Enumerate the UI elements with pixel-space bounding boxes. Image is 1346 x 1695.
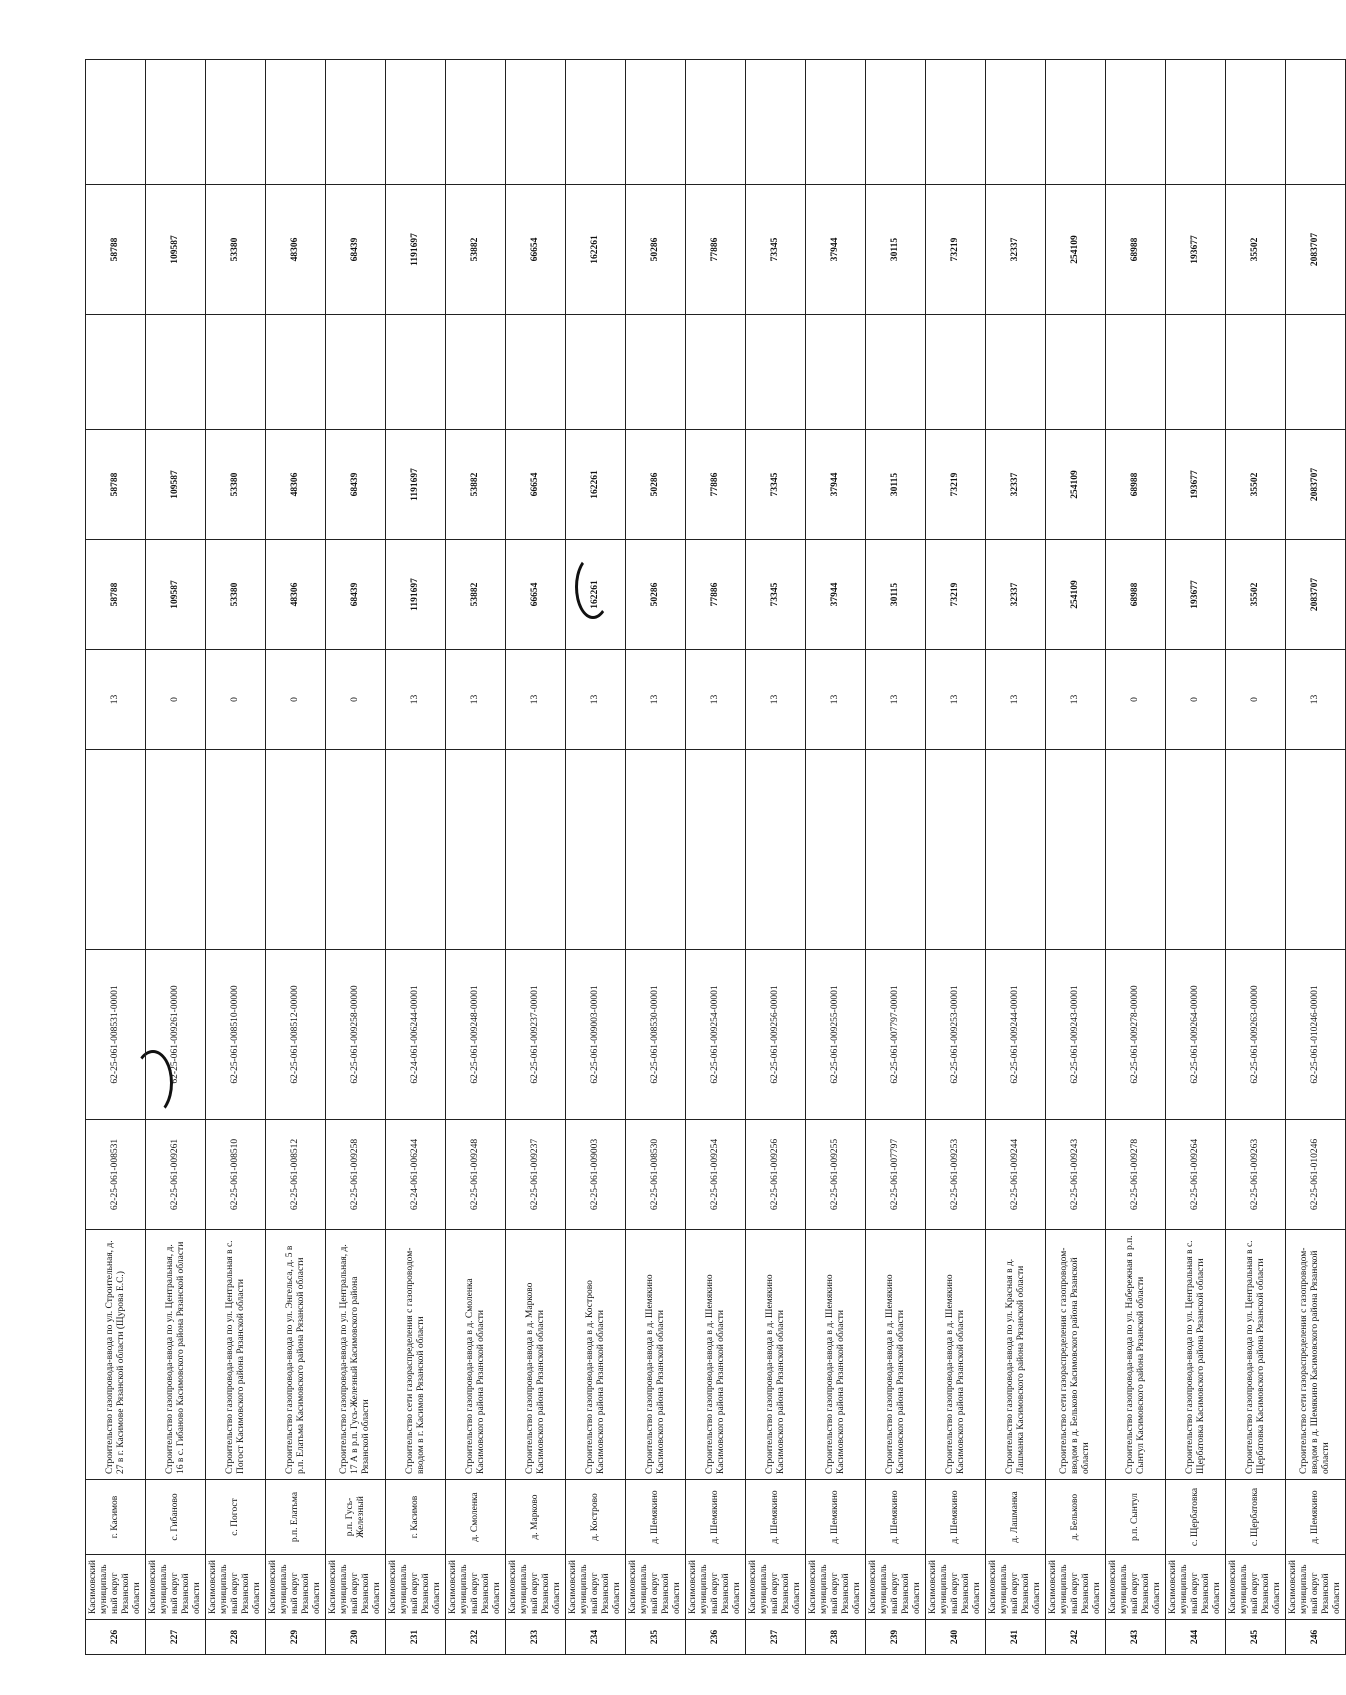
value-cell: 35502 — [1226, 540, 1286, 650]
value-cell — [206, 315, 266, 430]
empty-cell — [386, 750, 446, 950]
data-table — [85, 59, 1346, 1655]
object-id-cell: 62-25-061-009261 — [146, 1120, 206, 1230]
value-cell: 68988 — [1106, 430, 1166, 540]
municipality-cell: Касимовский муниципальный округ Рязанской области — [626, 1555, 686, 1620]
value-cell: 109587 — [146, 540, 206, 650]
value-cell: 58788 — [86, 430, 146, 540]
municipality-cell: Касимовский муниципальный округ Рязанской области — [326, 1555, 386, 1620]
value-cell — [86, 315, 146, 430]
object-id-cell: 62-25-061-010246 — [1286, 1120, 1346, 1230]
object-subid-cell: 62-25-061-009255-00001 — [806, 950, 866, 1120]
row-number-cell: 228 — [206, 1620, 266, 1655]
object-subid-cell: 62-25-061-008530-00001 — [626, 950, 686, 1120]
settlement-cell: с. Щербатовка — [1166, 1480, 1226, 1555]
municipality-cell: Касимовский муниципальный округ Рязанской области — [566, 1555, 626, 1620]
row-number-cell: 246 — [1286, 1620, 1346, 1655]
municipality-cell: Касимовский муниципальный округ Рязанской области — [146, 1555, 206, 1620]
value-cell — [386, 315, 446, 430]
object-id-cell: 62-25-061-009278 — [1106, 1120, 1166, 1230]
value-cell: 68988 — [1106, 540, 1166, 650]
empty-cell — [1166, 60, 1226, 185]
value-cell — [1166, 315, 1226, 430]
settlement-cell: д. Шемякино — [626, 1480, 686, 1555]
table-row — [986, 60, 1046, 1655]
value-cell: 73345 — [746, 540, 806, 650]
object-id-cell: 62-25-061-009254 — [686, 1120, 746, 1230]
table-row — [266, 60, 326, 1655]
empty-cell — [806, 750, 866, 950]
object-id-cell: 62-25-061-009255 — [806, 1120, 866, 1230]
table-row — [1226, 60, 1286, 1655]
empty-cell — [1106, 60, 1166, 185]
code-cell: 0 — [326, 650, 386, 750]
value-cell: 66654 — [506, 540, 566, 650]
municipality-cell: Касимовский муниципальный округ Рязанской области — [686, 1555, 746, 1620]
municipality-cell: Касимовский муниципальный округ Рязанской области — [986, 1555, 1046, 1620]
row-number-cell: 234 — [566, 1620, 626, 1655]
table-row — [446, 60, 506, 1655]
empty-cell — [686, 60, 746, 185]
code-cell: 13 — [866, 650, 926, 750]
empty-cell — [446, 750, 506, 950]
empty-cell — [326, 750, 386, 950]
description-cell: Строительство газопровода-ввода в д. Шемякино Касимовского района Рязанской области — [806, 1230, 866, 1480]
empty-cell — [266, 60, 326, 185]
empty-cell — [866, 60, 926, 185]
empty-cell — [1286, 750, 1346, 950]
value-cell: 30115 — [866, 185, 926, 315]
table-row — [506, 60, 566, 1655]
empty-cell — [1166, 750, 1226, 950]
empty-cell — [806, 60, 866, 185]
object-id-cell: 62-25-061-007797 — [866, 1120, 926, 1230]
settlement-cell: д. Шемякино — [806, 1480, 866, 1555]
empty-cell — [746, 750, 806, 950]
object-subid-cell: 62-25-061-009258-00000 — [326, 950, 386, 1120]
object-id-cell: 62-25-061-009237 — [506, 1120, 566, 1230]
value-cell: 68439 — [326, 185, 386, 315]
object-id-cell: 62-25-061-009248 — [446, 1120, 506, 1230]
table-row — [626, 60, 686, 1655]
value-cell: 58788 — [86, 185, 146, 315]
settlement-cell: д. Бельково — [1046, 1480, 1106, 1555]
settlement-cell: г. Касимов — [86, 1480, 146, 1555]
table-row — [326, 60, 386, 1655]
municipality-cell: Касимовский муниципальный округ Рязанской области — [506, 1555, 566, 1620]
value-cell — [146, 315, 206, 430]
value-cell: 2083707 — [1286, 430, 1346, 540]
empty-cell — [626, 750, 686, 950]
table-row — [1106, 60, 1166, 1655]
code-cell: 0 — [1226, 650, 1286, 750]
empty-cell — [926, 750, 986, 950]
value-cell — [746, 315, 806, 430]
value-cell: 193677 — [1166, 185, 1226, 315]
table-body — [86, 60, 1346, 1655]
municipality-cell: Касимовский муниципальный округ Рязанской области — [86, 1555, 146, 1620]
row-number-cell: 243 — [1106, 1620, 1166, 1655]
value-cell — [626, 315, 686, 430]
value-cell: 68439 — [326, 540, 386, 650]
value-cell: 37944 — [806, 185, 866, 315]
value-cell — [506, 315, 566, 430]
value-cell: 37944 — [806, 430, 866, 540]
code-cell: 0 — [1106, 650, 1166, 750]
settlement-cell: д. Лашманка — [986, 1480, 1046, 1555]
value-cell: 73345 — [746, 430, 806, 540]
value-cell: 68439 — [326, 430, 386, 540]
municipality-cell: Касимовский муниципальный округ Рязанской области — [1166, 1555, 1226, 1620]
description-cell: Строительство газопровода-ввода в д. Шемякино Касимовского района Рязанской области — [626, 1230, 686, 1480]
settlement-cell: с. Гибаново — [146, 1480, 206, 1555]
empty-cell — [446, 60, 506, 185]
code-cell: 13 — [506, 650, 566, 750]
municipality-cell: Касимовский муниципальный округ Рязанской области — [806, 1555, 866, 1620]
settlement-cell: г. Касимов — [386, 1480, 446, 1555]
object-id-cell: 62-25-061-009244 — [986, 1120, 1046, 1230]
table-row — [386, 60, 446, 1655]
settlement-cell: д. Шемякино — [746, 1480, 806, 1555]
value-cell: 48306 — [266, 185, 326, 315]
code-cell: 13 — [686, 650, 746, 750]
object-id-cell: 62-25-061-008531 — [86, 1120, 146, 1230]
municipality-cell: Касимовский муниципальный округ Рязанской области — [926, 1555, 986, 1620]
table-row — [1046, 60, 1106, 1655]
value-cell: 109587 — [146, 185, 206, 315]
value-cell — [326, 315, 386, 430]
table-row — [746, 60, 806, 1655]
value-cell: 32337 — [986, 540, 1046, 650]
empty-cell — [686, 750, 746, 950]
object-id-cell: 62-25-061-009253 — [926, 1120, 986, 1230]
value-cell — [1106, 315, 1166, 430]
object-id-cell: 62-25-061-008510 — [206, 1120, 266, 1230]
object-id-cell: 62-25-061-009263 — [1226, 1120, 1286, 1230]
row-number-cell: 242 — [1046, 1620, 1106, 1655]
table-row — [806, 60, 866, 1655]
object-subid-cell: 62-25-061-009248-00001 — [446, 950, 506, 1120]
value-cell: 162261 — [566, 540, 626, 650]
value-cell: 109587 — [146, 430, 206, 540]
settlement-cell: д. Шемякино — [686, 1480, 746, 1555]
empty-cell — [146, 750, 206, 950]
empty-cell — [206, 60, 266, 185]
object-id-cell: 62-25-061-009243 — [1046, 1120, 1106, 1230]
value-cell: 1191697 — [386, 540, 446, 650]
empty-cell — [386, 60, 446, 185]
row-number-cell: 239 — [866, 1620, 926, 1655]
empty-cell — [1226, 750, 1286, 950]
row-number-cell: 235 — [626, 1620, 686, 1655]
object-subid-cell: 62-25-061-009244-00001 — [986, 950, 1046, 1120]
object-subid-cell: 62-25-061-009243-00001 — [1046, 950, 1106, 1120]
table-row — [1166, 60, 1226, 1655]
value-cell: 68988 — [1106, 185, 1166, 315]
row-number-cell: 230 — [326, 1620, 386, 1655]
object-subid-cell: 62-25-061-009253-00001 — [926, 950, 986, 1120]
rotated-table-wrapper — [85, 60, 1342, 1655]
settlement-cell: д. Марково — [506, 1480, 566, 1555]
settlement-cell: с. Щербатовка — [1226, 1480, 1286, 1555]
row-number-cell: 233 — [506, 1620, 566, 1655]
object-subid-cell: 62-25-061-009278-00000 — [1106, 950, 1166, 1120]
description-cell: Строительство газопровода-ввода в д. Смоленка Касимовского района Рязанской области — [446, 1230, 506, 1480]
description-cell: Строительство газопровода-ввода по ул. Красная в д. Лашманка Касимовского района Рязанской области — [986, 1230, 1046, 1480]
code-cell: 13 — [566, 650, 626, 750]
table-row — [1286, 60, 1346, 1655]
value-cell: 37944 — [806, 540, 866, 650]
code-cell: 13 — [86, 650, 146, 750]
row-number-cell: 236 — [686, 1620, 746, 1655]
row-number-cell: 227 — [146, 1620, 206, 1655]
code-cell: 13 — [386, 650, 446, 750]
municipality-cell: Касимовский муниципальный округ Рязанской области — [1226, 1555, 1286, 1620]
description-cell: Строительство газопровода-ввода в д. Шемякино Касимовского района Рязанской области — [926, 1230, 986, 1480]
empty-cell — [746, 60, 806, 185]
code-cell: 13 — [806, 650, 866, 750]
empty-cell — [1046, 750, 1106, 950]
object-id-cell: 62-25-061-009258 — [326, 1120, 386, 1230]
value-cell: 2083707 — [1286, 540, 1346, 650]
value-cell: 77886 — [686, 430, 746, 540]
object-subid-cell: 62-25-061-009254-00001 — [686, 950, 746, 1120]
row-number-cell: 232 — [446, 1620, 506, 1655]
municipality-cell: Касимовский муниципальный округ Рязанской области — [446, 1555, 506, 1620]
value-cell: 48306 — [266, 430, 326, 540]
settlement-cell: с. Погост — [206, 1480, 266, 1555]
table-row — [206, 60, 266, 1655]
municipality-cell: Касимовский муниципальный округ Рязанской области — [1286, 1555, 1346, 1620]
row-number-cell: 226 — [86, 1620, 146, 1655]
value-cell — [926, 315, 986, 430]
object-id-cell: 62-24-061-006244 — [386, 1120, 446, 1230]
table-row — [686, 60, 746, 1655]
empty-cell — [1046, 60, 1106, 185]
settlement-cell: д. Смоленка — [446, 1480, 506, 1555]
object-subid-cell: 62-25-061-008531-00001 — [86, 950, 146, 1120]
description-cell: Строительство сети газораспределения с газопроводом-вводом в д. Бельково Касимовского района Рязанской области — [1046, 1230, 1106, 1480]
code-cell: 13 — [626, 650, 686, 750]
value-cell: 53882 — [446, 540, 506, 650]
municipality-cell: Касимовский муниципальный округ Рязанской области — [866, 1555, 926, 1620]
value-cell: 53882 — [446, 430, 506, 540]
description-cell: Строительство газопровода-ввода в д. Шемякино Касимовского района Рязанской области — [686, 1230, 746, 1480]
description-cell: Строительство газопровода-ввода в д. Кострово Касимовского района Рязанской области — [566, 1230, 626, 1480]
object-subid-cell: 62-25-061-009003-00001 — [566, 950, 626, 1120]
code-cell: 13 — [746, 650, 806, 750]
code-cell: 13 — [446, 650, 506, 750]
code-cell: 13 — [926, 650, 986, 750]
row-number-cell: 241 — [986, 1620, 1046, 1655]
empty-cell — [86, 60, 146, 185]
object-id-cell: 62-25-061-009003 — [566, 1120, 626, 1230]
code-cell: 13 — [1046, 650, 1106, 750]
value-cell: 73219 — [926, 430, 986, 540]
empty-cell — [86, 750, 146, 950]
object-subid-cell: 62-25-061-010246-00001 — [1286, 950, 1346, 1120]
description-cell: Строительство газопровода-ввода по ул. Центральная в с. Щербатовка Касимовского района Рязанской области — [1226, 1230, 1286, 1480]
municipality-cell: Касимовский муниципальный округ Рязанской области — [266, 1555, 326, 1620]
value-cell: 50286 — [626, 540, 686, 650]
value-cell: 77886 — [686, 185, 746, 315]
empty-cell — [1286, 60, 1346, 185]
row-number-cell: 231 — [386, 1620, 446, 1655]
value-cell: 53882 — [446, 185, 506, 315]
settlement-cell: д. Кострово — [566, 1480, 626, 1555]
description-cell: Строительство газопровода-ввода по ул. Центральная, д. 16 в с. Гибаново Касимовского района Рязанской области — [146, 1230, 206, 1480]
object-id-cell: 62-25-061-008530 — [626, 1120, 686, 1230]
value-cell: 162261 — [566, 185, 626, 315]
value-cell — [986, 315, 1046, 430]
description-cell: Строительство газопровода-ввода по ул. Набережная в р.п. Сынтул Касимовского района Рязанской области — [1106, 1230, 1166, 1480]
object-subid-cell: 62-25-061-009256-00001 — [746, 950, 806, 1120]
settlement-cell: д. Шемякино — [866, 1480, 926, 1555]
empty-cell — [566, 750, 626, 950]
value-cell: 30115 — [866, 540, 926, 650]
value-cell: 73345 — [746, 185, 806, 315]
description-cell: Строительство газопровода-ввода по ул. Центральная в с. Погост Касимовского района Рязанской области — [206, 1230, 266, 1480]
settlement-cell: р.п. Сынтул — [1106, 1480, 1166, 1555]
value-cell — [806, 315, 866, 430]
description-cell: Строительство газопровода-ввода в д. Марково Касимовского района Рязанской области — [506, 1230, 566, 1480]
row-number-cell: 237 — [746, 1620, 806, 1655]
value-cell: 66654 — [506, 185, 566, 315]
value-cell: 53380 — [206, 540, 266, 650]
value-cell: 73219 — [926, 185, 986, 315]
empty-cell — [866, 750, 926, 950]
object-id-cell: 62-25-061-008512 — [266, 1120, 326, 1230]
value-cell: 32337 — [986, 185, 1046, 315]
value-cell: 1191697 — [386, 430, 446, 540]
value-cell: 254109 — [1046, 430, 1106, 540]
value-cell: 2083707 — [1286, 185, 1346, 315]
value-cell — [1286, 315, 1346, 430]
empty-cell — [506, 60, 566, 185]
description-cell: Строительство газопровода-ввода по ул. Энгельса, д. 5 в р.п. Елатьма Касимовского района Рязанской области — [266, 1230, 326, 1480]
value-cell: 193677 — [1166, 430, 1226, 540]
value-cell: 53380 — [206, 430, 266, 540]
empty-cell — [1106, 750, 1166, 950]
value-cell: 254109 — [1046, 185, 1106, 315]
empty-cell — [266, 750, 326, 950]
object-subid-cell: 62-25-061-009264-00000 — [1166, 950, 1226, 1120]
table-row — [866, 60, 926, 1655]
value-cell: 53380 — [206, 185, 266, 315]
value-cell — [566, 315, 626, 430]
settlement-cell: д. Шемякино — [1286, 1480, 1346, 1555]
object-subid-cell: 62-25-061-008512-00000 — [266, 950, 326, 1120]
description-cell: Строительство газопровода-ввода по ул. Строительная, д. 27 в г. Касимове Рязанской области (Щурова Е.С.) — [86, 1230, 146, 1480]
description-cell: Строительство сети газораспределения с газопроводом-вводом в г. Касимов Рязанской области — [386, 1230, 446, 1480]
value-cell: 193677 — [1166, 540, 1226, 650]
value-cell — [446, 315, 506, 430]
value-cell: 32337 — [986, 430, 1046, 540]
code-cell: 0 — [1166, 650, 1226, 750]
value-cell: 58788 — [86, 540, 146, 650]
value-cell: 162261 — [566, 430, 626, 540]
value-cell: 50286 — [626, 430, 686, 540]
value-cell — [1226, 315, 1286, 430]
description-cell: Строительство газопровода-ввода по ул. Центральная, д. 17 А в р.п. Гусь-Железный Касимовского района Рязанской области — [326, 1230, 386, 1480]
empty-cell — [206, 750, 266, 950]
empty-cell — [986, 60, 1046, 185]
row-number-cell: 240 — [926, 1620, 986, 1655]
value-cell: 35502 — [1226, 185, 1286, 315]
object-subid-cell: 62-25-061-009237-00001 — [506, 950, 566, 1120]
row-number-cell: 244 — [1166, 1620, 1226, 1655]
value-cell — [1046, 315, 1106, 430]
table-row — [566, 60, 626, 1655]
value-cell — [866, 315, 926, 430]
code-cell: 0 — [206, 650, 266, 750]
settlement-cell: р.п. Гусь-Железный — [326, 1480, 386, 1555]
object-id-cell: 62-25-061-009256 — [746, 1120, 806, 1230]
settlement-cell: р.п. Елатьма — [266, 1480, 326, 1555]
object-subid-cell: 62-25-061-008510-00000 — [206, 950, 266, 1120]
empty-cell — [506, 750, 566, 950]
municipality-cell: Касимовский муниципальный округ Рязанской области — [1106, 1555, 1166, 1620]
value-cell: 35502 — [1226, 430, 1286, 540]
description-cell: Строительство газопровода-ввода в д. Шемякино Касимовского района Рязанской области — [746, 1230, 806, 1480]
code-cell: 13 — [1286, 650, 1346, 750]
table-row — [86, 60, 146, 1655]
empty-cell — [1226, 60, 1286, 185]
code-cell: 0 — [146, 650, 206, 750]
value-cell: 1191697 — [386, 185, 446, 315]
value-cell — [686, 315, 746, 430]
value-cell: 48306 — [266, 540, 326, 650]
value-cell: 73219 — [926, 540, 986, 650]
description-cell: Строительство сети газораспределения с газопроводом-вводом в д. Шемякино Касимовского района Рязанской области — [1286, 1230, 1346, 1480]
empty-cell — [626, 60, 686, 185]
municipality-cell: Касимовский муниципальный округ Рязанской области — [1046, 1555, 1106, 1620]
table-row — [926, 60, 986, 1655]
table-row — [146, 60, 206, 1655]
description-cell: Строительство газопровода-ввода в д. Шемякино Касимовского района Рязанской области — [866, 1230, 926, 1480]
row-number-cell: 245 — [1226, 1620, 1286, 1655]
object-subid-cell: 62-25-061-009261-00000 — [146, 950, 206, 1120]
object-id-cell: 62-25-061-009264 — [1166, 1120, 1226, 1230]
value-cell: 50286 — [626, 185, 686, 315]
description-cell: Строительство газопровода-ввода по ул. Центральная в с. Щербатовка Касимовского района Рязанской области — [1166, 1230, 1226, 1480]
value-cell: 77886 — [686, 540, 746, 650]
settlement-cell: д. Шемякино — [926, 1480, 986, 1555]
value-cell — [266, 315, 326, 430]
value-cell: 66654 — [506, 430, 566, 540]
row-number-cell: 229 — [266, 1620, 326, 1655]
empty-cell — [326, 60, 386, 185]
object-subid-cell: 62-25-061-009263-00000 — [1226, 950, 1286, 1120]
code-cell: 13 — [986, 650, 1046, 750]
empty-cell — [566, 60, 626, 185]
code-cell: 0 — [266, 650, 326, 750]
row-number-cell: 238 — [806, 1620, 866, 1655]
empty-cell — [926, 60, 986, 185]
empty-cell — [986, 750, 1046, 950]
municipality-cell: Касимовский муниципальный округ Рязанской области — [206, 1555, 266, 1620]
empty-cell — [146, 60, 206, 185]
value-cell: 30115 — [866, 430, 926, 540]
municipality-cell: Касимовский муниципальный округ Рязанской области — [386, 1555, 446, 1620]
object-subid-cell: 62-24-061-006244-00001 — [386, 950, 446, 1120]
municipality-cell: Касимовский муниципальный округ Рязанской области — [746, 1555, 806, 1620]
value-cell: 254109 — [1046, 540, 1106, 650]
object-subid-cell: 62-25-061-007797-00001 — [866, 950, 926, 1120]
